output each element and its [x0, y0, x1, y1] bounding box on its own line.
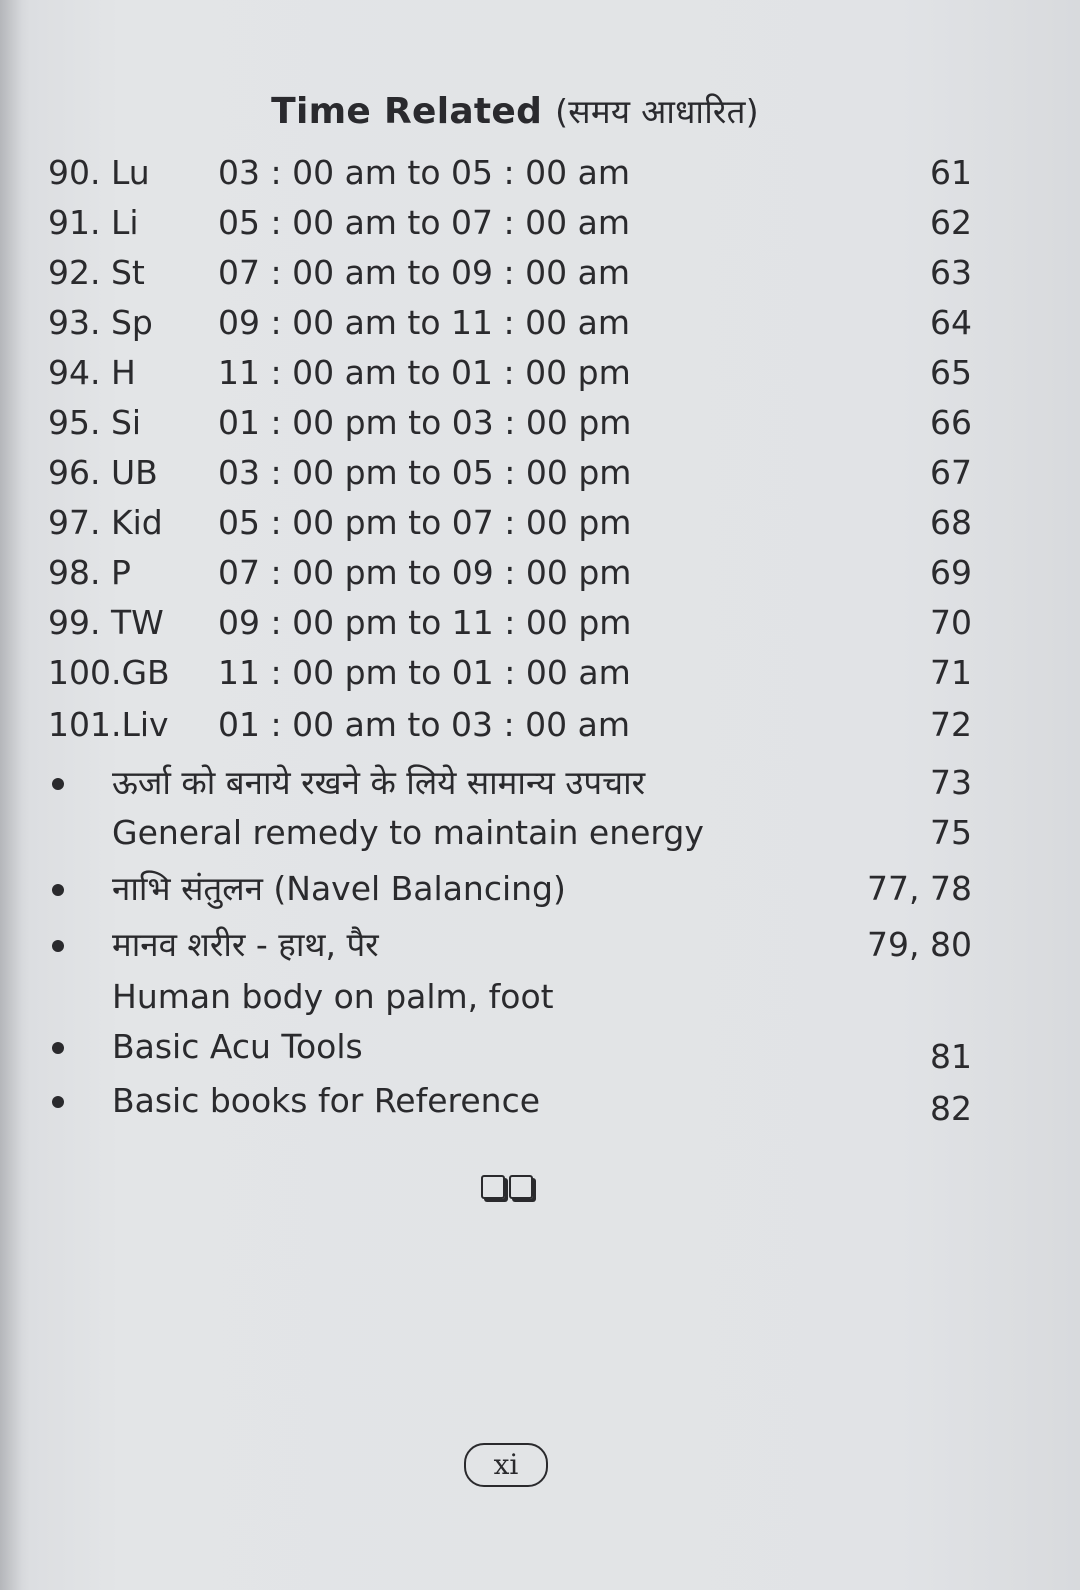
row-number: 91. Li — [48, 203, 139, 242]
square-icon — [509, 1175, 533, 1199]
entry-text: नाभि संतुलन (Navel Balancing) — [112, 869, 566, 908]
entry-page: 81 — [930, 1037, 972, 1076]
toc-bullet-entry[interactable] — [0, 758, 1080, 808]
row-number: 93. Sp — [48, 303, 153, 342]
entry-text: Human body on palm, foot — [112, 977, 554, 1016]
bullet-icon — [52, 1042, 64, 1054]
section-title — [0, 88, 1030, 133]
row-number: 92. St — [48, 253, 145, 292]
row-time: 07 : 00 am to 09 : 00 am — [218, 253, 630, 292]
row-page: 67 — [930, 453, 972, 492]
row-page: 64 — [930, 303, 972, 342]
entry-text: ऊर्जा को बनाये रखने के लिये सामान्य उपचार — [112, 763, 646, 802]
row-time: 11 : 00 pm to 01 : 00 am — [218, 653, 631, 692]
row-page: 63 — [930, 253, 972, 292]
toc-bullet-entry[interactable] — [0, 920, 1080, 970]
bullet-icon — [52, 884, 64, 896]
title-english: Time Related — [271, 91, 543, 132]
bullet-icon — [52, 778, 64, 790]
toc-bullet-entry[interactable] — [0, 1076, 1080, 1126]
toc-row[interactable] — [0, 548, 1080, 598]
entry-text: Basic books for Reference — [112, 1081, 541, 1120]
toc-row[interactable] — [0, 448, 1080, 498]
toc-row[interactable] — [0, 700, 1080, 750]
row-page: 61 — [930, 153, 972, 192]
row-time: 05 : 00 am to 07 : 00 am — [218, 203, 630, 242]
toc-row[interactable] — [0, 198, 1080, 248]
row-time: 01 : 00 am to 03 : 00 am — [218, 705, 630, 744]
row-number: 99. TW — [48, 603, 164, 642]
entry-text: मानव शरीर - हाथ, पैर — [112, 925, 379, 964]
row-page: 70 — [930, 603, 972, 642]
entry-text: Basic Acu Tools — [112, 1027, 363, 1066]
row-number: 95. Si — [48, 403, 142, 442]
entry-text: General remedy to maintain energy — [112, 813, 704, 852]
bullet-icon — [52, 940, 64, 952]
row-time: 09 : 00 pm to 11 : 00 pm — [218, 603, 632, 642]
toc-subentry[interactable] — [0, 808, 1080, 858]
row-page: 65 — [930, 353, 972, 392]
toc-subentry — [0, 972, 1080, 1022]
toc-row[interactable] — [0, 498, 1080, 548]
row-time: 11 : 00 am to 01 : 00 pm — [218, 353, 631, 392]
toc-row[interactable] — [0, 348, 1080, 398]
square-icon — [481, 1175, 505, 1199]
row-time: 01 : 00 pm to 03 : 00 pm — [218, 403, 632, 442]
title-hindi: (समय आधारित) — [555, 92, 759, 131]
row-page: 72 — [930, 705, 972, 744]
toc-row[interactable] — [0, 648, 1080, 698]
row-number: 96. UB — [48, 453, 158, 492]
entry-page: 79, 80 — [867, 925, 972, 964]
row-number: 90. Lu — [48, 153, 150, 192]
row-number: 97. Kid — [48, 503, 163, 542]
row-page: 68 — [930, 503, 972, 542]
bullet-icon — [52, 1096, 64, 1108]
row-number: 94. H — [48, 353, 136, 392]
entry-page: 73 — [930, 763, 972, 802]
toc-row[interactable] — [0, 148, 1080, 198]
toc-bullet-entry[interactable] — [0, 864, 1080, 914]
row-number: 100.GB — [48, 653, 170, 692]
toc-row[interactable] — [0, 398, 1080, 448]
page-number: xi — [464, 1443, 548, 1487]
row-time: 09 : 00 am to 11 : 00 am — [218, 303, 630, 342]
row-number: 101.Liv — [48, 705, 169, 744]
row-page: 62 — [930, 203, 972, 242]
toc-row[interactable] — [0, 598, 1080, 648]
row-page: 71 — [930, 653, 972, 692]
row-time: 03 : 00 pm to 05 : 00 pm — [218, 453, 632, 492]
row-time: 03 : 00 am to 05 : 00 am — [218, 153, 630, 192]
row-page: 69 — [930, 553, 972, 592]
entry-page: 77, 78 — [867, 869, 972, 908]
entry-page: 75 — [930, 813, 972, 852]
row-page: 66 — [930, 403, 972, 442]
toc-bullet-entry[interactable] — [0, 1022, 1080, 1076]
row-time: 07 : 00 pm to 09 : 00 pm — [218, 553, 632, 592]
toc-row[interactable] — [0, 298, 1080, 348]
row-number: 98. P — [48, 553, 131, 592]
section-end-icon — [481, 1173, 541, 1199]
toc-row[interactable] — [0, 248, 1080, 298]
entry-page: 82 — [930, 1089, 972, 1128]
row-time: 05 : 00 pm to 07 : 00 pm — [218, 503, 632, 542]
